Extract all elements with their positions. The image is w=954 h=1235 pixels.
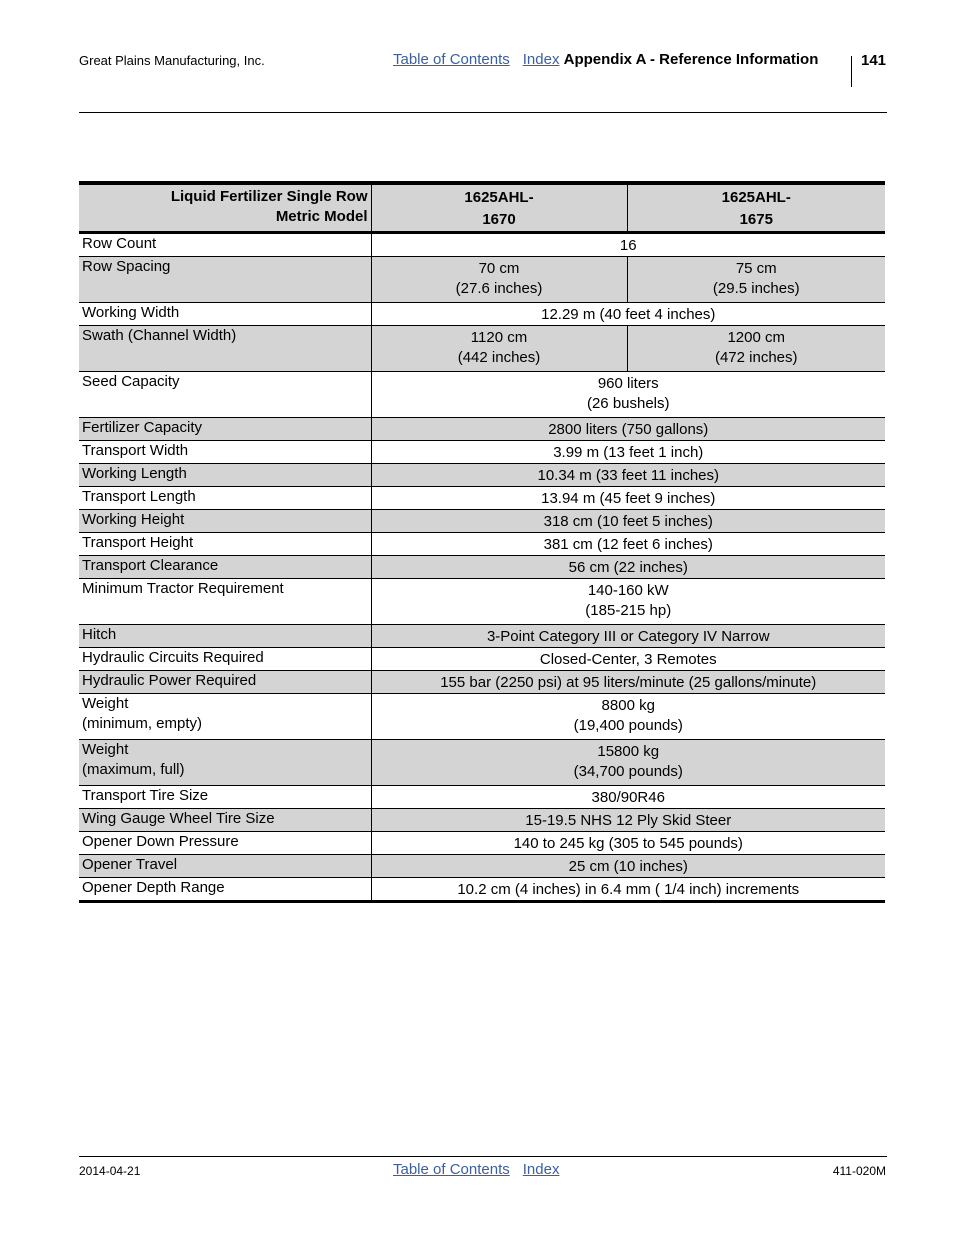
value-line: 960 liters	[597, 375, 659, 392]
row-label: Transport Width	[79, 441, 371, 464]
table-row	[79, 233, 885, 257]
value-line: (185-215 hp)	[585, 602, 672, 619]
row-label: Row Spacing	[79, 257, 371, 303]
row-label: Hydraulic Circuits Required	[79, 648, 371, 671]
row-label: Transport Tire Size	[79, 786, 371, 809]
table-row	[79, 556, 885, 579]
model-header-1670	[371, 183, 627, 233]
row-label: Seed Capacity	[79, 372, 371, 418]
row-label: Swath (Channel Width)	[79, 326, 371, 372]
header-label-line1: Liquid Fertilizer Single Row	[170, 188, 368, 205]
label-line: (maximum, full)	[82, 761, 185, 778]
table-row	[79, 372, 885, 418]
table-row	[79, 510, 885, 533]
value-line: 75 cm	[735, 260, 777, 277]
table-row	[79, 625, 885, 648]
footer-date: 2014-04-21	[79, 1164, 141, 1178]
row-label: Working Width	[79, 303, 371, 326]
row-label: Opener Travel	[79, 855, 371, 878]
row-label: Transport Height	[79, 533, 371, 556]
row-value: 13.94 m (45 feet 9 inches)	[541, 490, 716, 507]
value-line: (26 bushels)	[586, 395, 670, 412]
table-row	[79, 786, 885, 809]
table-row	[79, 303, 885, 326]
company-name: Great Plains Manufacturing, Inc.	[79, 53, 265, 68]
row-label: Transport Clearance	[79, 556, 371, 579]
footer-toc-link[interactable]: Table of Contents	[393, 1161, 510, 1178]
header-divider	[851, 56, 852, 87]
document-number: 411-020M	[832, 1164, 886, 1178]
footer-rule	[79, 1156, 887, 1157]
spec-table	[79, 181, 885, 903]
header-nav	[393, 51, 818, 68]
table-row	[79, 809, 885, 832]
row-label: Wing Gauge Wheel Tire Size	[79, 809, 371, 832]
table-row	[79, 878, 885, 902]
table-row	[79, 487, 885, 510]
row-value: 25 cm (10 inches)	[568, 858, 688, 875]
value-line: 15800 kg	[597, 743, 660, 760]
row-value	[371, 579, 885, 625]
value-line: (29.5 inches)	[712, 280, 800, 297]
row-value: 2800 liters (750 gallons)	[548, 421, 709, 438]
value-line: 1200 cm	[727, 329, 786, 346]
table-row	[79, 832, 885, 855]
row-value: 3-Point Category III or Category IV Narrow	[486, 628, 770, 645]
table-row	[79, 533, 885, 556]
row-value: Closed-Center, 3 Remotes	[539, 651, 717, 668]
row-value: 380/90R46	[591, 789, 665, 806]
row-value	[627, 326, 885, 372]
model-header-1675	[627, 183, 885, 233]
table-row	[79, 326, 885, 372]
table-row	[79, 671, 885, 694]
row-value: 140 to 245 kg (305 to 545 pounds)	[513, 835, 743, 852]
row-label: Hydraulic Power Required	[79, 671, 371, 694]
label-line: (minimum, empty)	[82, 715, 203, 732]
row-value	[371, 694, 885, 740]
value-line: (19,400 pounds)	[573, 717, 683, 734]
row-value	[627, 257, 885, 303]
page-number: 141	[861, 52, 887, 69]
row-value	[371, 326, 627, 372]
table-row	[79, 694, 885, 740]
row-label: Hitch	[79, 625, 371, 648]
value-line: (27.6 inches)	[455, 280, 543, 297]
table-row	[79, 257, 885, 303]
table-row	[79, 464, 885, 487]
row-label	[79, 694, 371, 740]
row-label: Transport Length	[79, 487, 371, 510]
row-value	[371, 372, 885, 418]
table-row	[79, 579, 885, 625]
header-label-line2: Metric Model	[275, 208, 368, 225]
row-label	[79, 740, 371, 786]
table-row	[79, 441, 885, 464]
row-label: Opener Depth Range	[79, 878, 371, 902]
row-label: Fertilizer Capacity	[79, 418, 371, 441]
value-line: 70 cm	[478, 260, 520, 277]
table-row	[79, 740, 885, 786]
table-header-row	[79, 183, 885, 233]
row-value: 155 bar (2250 psi) at 95 liters/minute (25 gallons/minute)	[440, 674, 817, 691]
label-line: Weight	[82, 695, 129, 712]
row-value	[371, 740, 885, 786]
footer-nav	[393, 1161, 559, 1178]
row-value: 16	[619, 237, 637, 254]
row-value: 56 cm (22 inches)	[568, 559, 688, 576]
row-value: 3.99 m (13 feet 1 inch)	[553, 444, 704, 461]
row-value: 10.2 cm (4 inches) in 6.4 mm ( 1/4 inch) increments	[457, 881, 800, 898]
row-value: 318 cm (10 feet 5 inches)	[543, 513, 713, 530]
header-rule	[79, 112, 887, 113]
header-label-cell	[79, 183, 371, 233]
row-label: Working Length	[79, 464, 371, 487]
row-value: 15-19.5 NHS 12 Ply Skid Steer	[525, 812, 732, 829]
model-line2: 1670	[482, 211, 516, 228]
table-row	[79, 648, 885, 671]
label-line: Weight	[82, 741, 129, 758]
section-title: Appendix A - Reference Information	[563, 51, 819, 68]
row-value: 12.29 m (40 feet 4 inches)	[541, 306, 716, 323]
row-value: 10.34 m (33 feet 11 inches)	[537, 467, 719, 484]
table-row	[79, 855, 885, 878]
model-line1: 1625AHL-	[464, 189, 534, 206]
header-index-link[interactable]: Index	[522, 51, 560, 68]
model-line2: 1675	[739, 211, 773, 228]
row-value	[371, 257, 627, 303]
value-line: (472 inches)	[714, 349, 798, 366]
value-line: 8800 kg	[601, 697, 655, 714]
value-line: 140-160 kW	[587, 582, 669, 599]
row-value: 381 cm (12 feet 6 inches)	[543, 536, 713, 553]
row-label: Working Height	[79, 510, 371, 533]
footer-index-link[interactable]: Index	[522, 1161, 560, 1178]
value-line: (442 inches)	[457, 349, 541, 366]
value-line: (34,700 pounds)	[573, 763, 683, 780]
row-label: Minimum Tractor Requirement	[79, 579, 371, 625]
table-row	[79, 418, 885, 441]
header-toc-link[interactable]: Table of Contents	[393, 51, 510, 68]
model-line1: 1625AHL-	[721, 189, 791, 206]
value-line: 1120 cm	[470, 329, 528, 346]
row-label: Row Count	[79, 233, 371, 257]
row-label: Opener Down Pressure	[79, 832, 371, 855]
